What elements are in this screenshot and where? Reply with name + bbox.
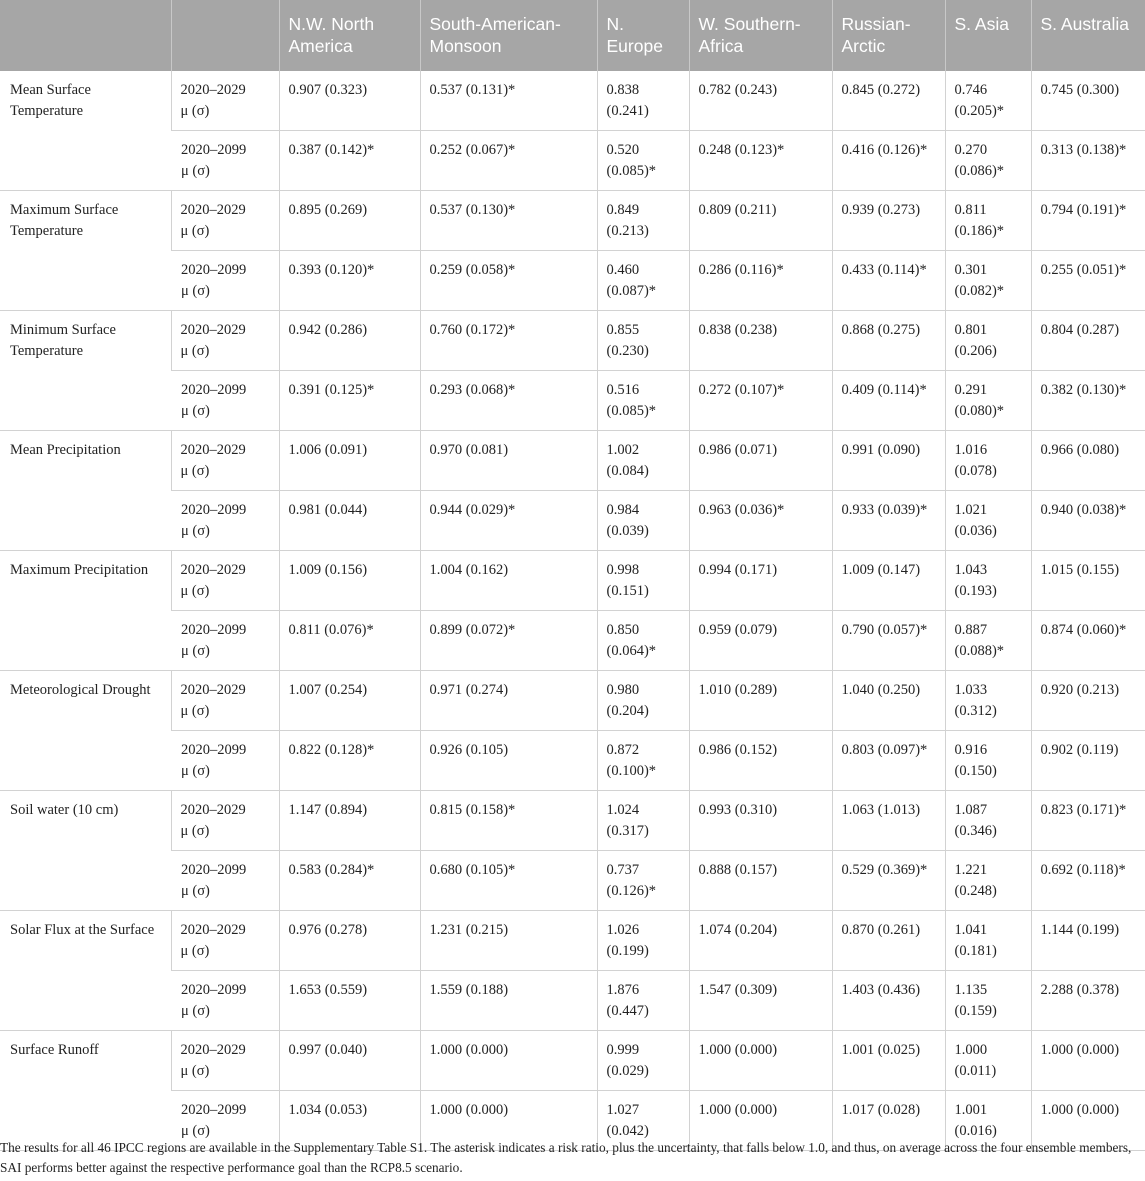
period-range: 2020–2029: [180, 202, 246, 218]
value-cell: 1.000 (0.000): [420, 1091, 597, 1151]
value-cell: 1.547 (0.309): [689, 971, 832, 1031]
period-range: 2020–2099: [181, 622, 247, 638]
value-cell: 1.010 (0.289): [689, 671, 832, 731]
value-cell: 0.845 (0.272): [832, 71, 945, 131]
table-row: [0, 191, 1145, 251]
variable-name-cell: Meteorological Drought: [0, 671, 171, 791]
value-cell: 0.963 (0.036)*: [689, 491, 832, 551]
stat-label: μ (σ): [180, 463, 210, 479]
value-cell: 0.916 (0.150): [945, 731, 1031, 791]
variable-name-cell: Soil water (10 cm): [0, 791, 171, 911]
header-region: W. Southern-Africa: [689, 0, 832, 71]
value-cell: 0.940 (0.038)*: [1031, 491, 1145, 551]
header-region: Russian-Arctic: [832, 0, 945, 71]
stat-label: μ (σ): [180, 223, 210, 239]
value-cell: 1.147 (0.894): [279, 791, 420, 851]
value-cell: 0.259 (0.058)*: [420, 251, 597, 311]
period-range: 2020–2099: [181, 742, 247, 758]
value-cell: 0.760 (0.172)*: [420, 311, 597, 371]
value-cell: 0.809 (0.211): [689, 191, 832, 251]
value-cell: 0.994 (0.171): [689, 551, 832, 611]
stat-label: μ (σ): [180, 823, 210, 839]
stat-label: μ (σ): [180, 943, 210, 959]
value-cell: 1.017 (0.028): [832, 1091, 945, 1151]
header-region: S. Australia: [1031, 0, 1145, 71]
value-cell: 0.997 (0.040): [279, 1031, 420, 1091]
table-row: [0, 431, 1145, 491]
period-cell: [171, 551, 279, 611]
value-cell: 0.301 (0.082)*: [945, 251, 1031, 311]
value-cell: 0.293 (0.068)*: [420, 371, 597, 431]
stat-label: μ (σ): [181, 163, 210, 179]
value-cell: 1.000 (0.000): [1031, 1091, 1145, 1151]
value-cell: 0.255 (0.051)*: [1031, 251, 1145, 311]
period-cell: [171, 491, 279, 551]
stat-label: μ (σ): [180, 343, 210, 359]
value-cell: 0.907 (0.323): [279, 71, 420, 131]
value-cell: 1.001 (0.025): [832, 1031, 945, 1091]
variable-name-cell: Maximum Precipitation: [0, 551, 171, 671]
value-cell: 1.006 (0.091): [279, 431, 420, 491]
value-cell: 1.653 (0.559): [279, 971, 420, 1031]
value-cell: 1.027 (0.042): [597, 1091, 689, 1151]
value-cell: 0.272 (0.107)*: [689, 371, 832, 431]
value-cell: 0.794 (0.191)*: [1031, 191, 1145, 251]
value-cell: 1.024 (0.317): [597, 791, 689, 851]
period-range: 2020–2029: [180, 322, 246, 338]
value-cell: 1.004 (0.162): [420, 551, 597, 611]
value-cell: 0.966 (0.080): [1031, 431, 1145, 491]
period-cell: [171, 1031, 279, 1091]
stat-label: μ (σ): [181, 763, 210, 779]
value-cell: 0.895 (0.269): [279, 191, 420, 251]
period-cell: [171, 671, 279, 731]
value-cell: 0.409 (0.114)*: [832, 371, 945, 431]
variable-name-cell: Solar Flux at the Surface: [0, 911, 171, 1031]
stat-label: μ (σ): [180, 583, 210, 599]
value-cell: 0.313 (0.138)*: [1031, 131, 1145, 191]
value-cell: 0.433 (0.114)*: [832, 251, 945, 311]
value-cell: 0.537 (0.131)*: [420, 71, 597, 131]
value-cell: 0.976 (0.278): [279, 911, 420, 971]
value-cell: 1.016 (0.078): [945, 431, 1031, 491]
table-row: [0, 731, 1145, 791]
variable-name-cell: Maximum Surface Temperature: [0, 191, 171, 311]
period-range: 2020–2029: [180, 682, 246, 698]
period-range: 2020–2099: [181, 862, 247, 878]
value-cell: 1.002 (0.084): [597, 431, 689, 491]
period-range: 2020–2099: [181, 142, 247, 158]
table-row: [0, 131, 1145, 191]
value-cell: 0.745 (0.300): [1031, 71, 1145, 131]
value-cell: 1.021 (0.036): [945, 491, 1031, 551]
value-cell: 0.387 (0.142)*: [279, 131, 420, 191]
value-cell: 1.144 (0.199): [1031, 911, 1145, 971]
period-range: 2020–2029: [180, 82, 246, 98]
header-variable: [0, 0, 171, 71]
period-range: 2020–2099: [181, 502, 247, 518]
value-cell: 0.291 (0.080)*: [945, 371, 1031, 431]
value-cell: 0.804 (0.287): [1031, 311, 1145, 371]
value-cell: 0.460 (0.087)*: [597, 251, 689, 311]
value-cell: 1.034 (0.053): [279, 1091, 420, 1151]
value-cell: 0.888 (0.157): [689, 851, 832, 911]
value-cell: 1.043 (0.193): [945, 551, 1031, 611]
value-cell: 1.000 (0.000): [1031, 1031, 1145, 1091]
value-cell: 1.221 (0.248): [945, 851, 1031, 911]
value-cell: 0.850 (0.064)*: [597, 611, 689, 671]
period-cell: [171, 851, 279, 911]
value-cell: 0.746 (0.205)*: [945, 71, 1031, 131]
value-cell: 1.026 (0.199): [597, 911, 689, 971]
period-range: 2020–2029: [180, 802, 246, 818]
period-range: 2020–2099: [181, 1102, 247, 1118]
value-cell: 0.286 (0.116)*: [689, 251, 832, 311]
value-cell: 1.040 (0.250): [832, 671, 945, 731]
period-cell: [171, 311, 279, 371]
value-cell: 0.252 (0.067)*: [420, 131, 597, 191]
table-row: [0, 251, 1145, 311]
table-row: [0, 911, 1145, 971]
table-row: [0, 371, 1145, 431]
value-cell: 0.998 (0.151): [597, 551, 689, 611]
value-cell: 0.872 (0.100)*: [597, 731, 689, 791]
value-cell: 0.823 (0.171)*: [1031, 791, 1145, 851]
period-cell: [171, 71, 279, 131]
period-range: 2020–2029: [180, 922, 246, 938]
period-cell: [171, 791, 279, 851]
value-cell: 1.001 (0.016): [945, 1091, 1031, 1151]
stat-label: μ (σ): [180, 703, 210, 719]
value-cell: 0.391 (0.125)*: [279, 371, 420, 431]
value-cell: 0.933 (0.039)*: [832, 491, 945, 551]
stat-label: μ (σ): [180, 1063, 210, 1079]
value-cell: 0.887 (0.088)*: [945, 611, 1031, 671]
stat-label: μ (σ): [181, 403, 210, 419]
value-cell: 1.000 (0.000): [689, 1091, 832, 1151]
value-cell: 1.231 (0.215): [420, 911, 597, 971]
value-cell: 1.015 (0.155): [1031, 551, 1145, 611]
table-row: [0, 671, 1145, 731]
value-cell: 1.007 (0.254): [279, 671, 420, 731]
header-period: [171, 0, 279, 71]
value-cell: 0.999 (0.029): [597, 1031, 689, 1091]
value-cell: 0.248 (0.123)*: [689, 131, 832, 191]
value-cell: 0.849 (0.213): [597, 191, 689, 251]
variable-name-cell: Mean Surface Temperature: [0, 71, 171, 191]
header-region: S. Asia: [945, 0, 1031, 71]
value-cell: 0.984 (0.039): [597, 491, 689, 551]
period-range: 2020–2029: [180, 442, 246, 458]
value-cell: 0.790 (0.057)*: [832, 611, 945, 671]
value-cell: 0.939 (0.273): [832, 191, 945, 251]
value-cell: 0.986 (0.071): [689, 431, 832, 491]
value-cell: 0.970 (0.081): [420, 431, 597, 491]
value-cell: 0.855 (0.230): [597, 311, 689, 371]
value-cell: 0.942 (0.286): [279, 311, 420, 371]
table-body: [0, 71, 1145, 1151]
stat-label: μ (σ): [181, 523, 210, 539]
value-cell: 0.382 (0.130)*: [1031, 371, 1145, 431]
table-row: [0, 311, 1145, 371]
value-cell: 0.902 (0.119): [1031, 731, 1145, 791]
period-cell: [171, 251, 279, 311]
value-cell: 0.520 (0.085)*: [597, 131, 689, 191]
period-cell: [171, 431, 279, 491]
value-cell: 0.971 (0.274): [420, 671, 597, 731]
value-cell: 0.991 (0.090): [832, 431, 945, 491]
value-cell: 1.135 (0.159): [945, 971, 1031, 1031]
stat-label: μ (σ): [181, 643, 210, 659]
value-cell: 1.009 (0.147): [832, 551, 945, 611]
period-range: 2020–2099: [181, 382, 247, 398]
value-cell: 0.868 (0.275): [832, 311, 945, 371]
table-row: [0, 491, 1145, 551]
value-cell: 1.000 (0.011): [945, 1031, 1031, 1091]
period-cell: [171, 371, 279, 431]
stat-label: μ (σ): [181, 1003, 210, 1019]
value-cell: 0.516 (0.085)*: [597, 371, 689, 431]
value-cell: 0.782 (0.243): [689, 71, 832, 131]
header-row: [0, 0, 1145, 71]
table-row: [0, 71, 1145, 131]
value-cell: 0.926 (0.105): [420, 731, 597, 791]
table-row: [0, 1031, 1145, 1091]
value-cell: 0.899 (0.072)*: [420, 611, 597, 671]
value-cell: 0.811 (0.186)*: [945, 191, 1031, 251]
variable-name-cell: Surface Runoff: [0, 1031, 171, 1151]
value-cell: 0.981 (0.044): [279, 491, 420, 551]
period-cell: [171, 611, 279, 671]
value-cell: 1.403 (0.436): [832, 971, 945, 1031]
value-cell: 0.959 (0.079): [689, 611, 832, 671]
period-cell: [171, 971, 279, 1031]
value-cell: 1.041 (0.181): [945, 911, 1031, 971]
table-footnote: The results for all 46 IPCC regions are available in the Supplementary Table S1. The asterisk indicates a risk ratio, plus the uncertainty, that falls below 1.0, and thus, on average across the four ensemble members, SAI performs better against the respective performance goal than the RCP8.5 scenario.: [0, 1140, 1132, 1175]
value-cell: 0.920 (0.213): [1031, 671, 1145, 731]
value-cell: 0.993 (0.310): [689, 791, 832, 851]
table-row: [0, 791, 1145, 851]
value-cell: 0.801 (0.206): [945, 311, 1031, 371]
period-range: 2020–2099: [181, 262, 247, 278]
value-cell: 1.087 (0.346): [945, 791, 1031, 851]
value-cell: 0.944 (0.029)*: [420, 491, 597, 551]
header-region: N. Europe: [597, 0, 689, 71]
period-cell: [171, 191, 279, 251]
table-row: [0, 851, 1145, 911]
period-cell: [171, 131, 279, 191]
value-cell: 1.559 (0.188): [420, 971, 597, 1031]
value-cell: 0.803 (0.097)*: [832, 731, 945, 791]
value-cell: 2.288 (0.378): [1031, 971, 1145, 1031]
stat-label: μ (σ): [181, 1123, 210, 1139]
period-cell: [171, 731, 279, 791]
value-cell: 0.270 (0.086)*: [945, 131, 1031, 191]
value-cell: 0.537 (0.130)*: [420, 191, 597, 251]
value-cell: 1.000 (0.000): [689, 1031, 832, 1091]
variable-name-cell: Minimum Surface Temperature: [0, 311, 171, 431]
value-cell: 1.033 (0.312): [945, 671, 1031, 731]
value-cell: 0.822 (0.128)*: [279, 731, 420, 791]
value-cell: 0.416 (0.126)*: [832, 131, 945, 191]
value-cell: 0.838 (0.241): [597, 71, 689, 131]
header-region: South-American-Monsoon: [420, 0, 597, 71]
value-cell: 0.838 (0.238): [689, 311, 832, 371]
value-cell: 0.583 (0.284)*: [279, 851, 420, 911]
value-cell: 0.692 (0.118)*: [1031, 851, 1145, 911]
stat-label: μ (σ): [181, 283, 210, 299]
value-cell: 0.980 (0.204): [597, 671, 689, 731]
value-cell: 0.529 (0.369)*: [832, 851, 945, 911]
table-row: [0, 551, 1145, 611]
variable-name-cell: Mean Precipitation: [0, 431, 171, 551]
value-cell: 0.393 (0.120)*: [279, 251, 420, 311]
stat-label: μ (σ): [181, 883, 210, 899]
period-range: 2020–2029: [180, 562, 246, 578]
header-region: N.W. North America: [279, 0, 420, 71]
value-cell: 0.737 (0.126)*: [597, 851, 689, 911]
table-row: [0, 971, 1145, 1031]
period-range: 2020–2099: [181, 982, 247, 998]
table-row: [0, 611, 1145, 671]
value-cell: 1.074 (0.204): [689, 911, 832, 971]
value-cell: 0.815 (0.158)*: [420, 791, 597, 851]
value-cell: 1.000 (0.000): [420, 1031, 597, 1091]
value-cell: 0.870 (0.261): [832, 911, 945, 971]
value-cell: 0.986 (0.152): [689, 731, 832, 791]
stat-label: μ (σ): [180, 103, 210, 119]
value-cell: 1.876 (0.447): [597, 971, 689, 1031]
value-cell: 1.009 (0.156): [279, 551, 420, 611]
period-range: 2020–2029: [180, 1042, 246, 1058]
value-cell: 0.874 (0.060)*: [1031, 611, 1145, 671]
value-cell: 0.680 (0.105)*: [420, 851, 597, 911]
value-cell: 1.063 (1.013): [832, 791, 945, 851]
value-cell: 0.811 (0.076)*: [279, 611, 420, 671]
period-cell: [171, 911, 279, 971]
